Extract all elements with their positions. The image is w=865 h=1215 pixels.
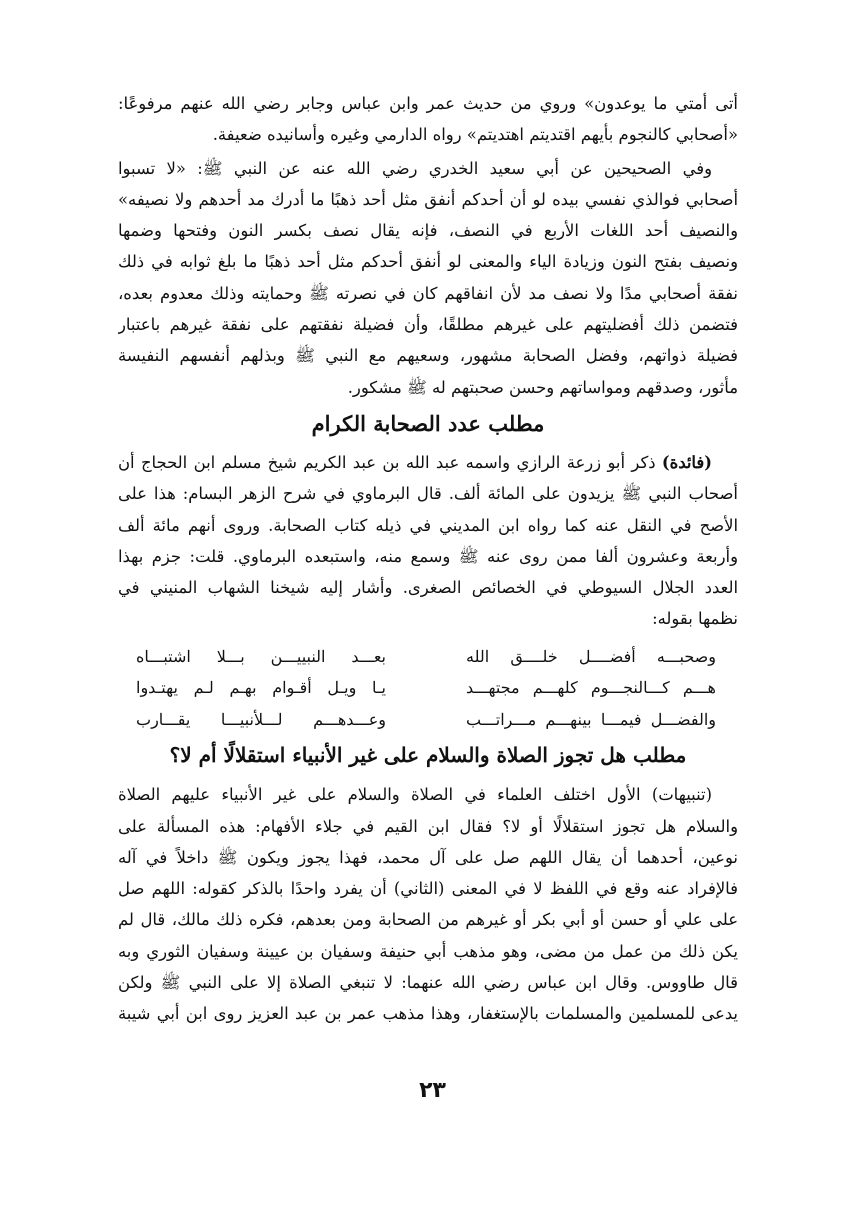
text-line [118,779,738,810]
text-fragment: الأول اختلف العلماء في الصلاة والسلام على غير الأنبياء عليهم الصلاة [118,785,652,805]
text-line: قال طاووس. وقال ابن عباس رضي الله عنهما: لا تنبغي الصلاة إلا على النبي ﷺ ولكن [118,973,738,993]
text-line [118,447,738,478]
text-line: نوعين، أحدهما أن يقال اللهم صل على آل محمد، فهذا يجوز ويكون ﷺ داخلاً في آله [118,847,738,867]
faida-label: (فائدة) [661,452,712,472]
poem-second-hemistich: بعـــد النبييـــن بـــلا اشتبـــاه [136,646,386,666]
text-line: نظمها بقوله: [652,609,738,629]
text-line: يكن ذلك من عمل من مضى، وهو مذهب أبي حنيفة وسفيان بن عيينة وسفيان الثوري وبه [118,941,738,961]
poem-first-hemistich: وصحبـــه أفضــــل خلــــق الله [466,646,716,666]
text-line: على علي أو حسن أو أبي بكر أو غيرهم من الصحابة ومن بعدهم، فكره ذلك مالك، قال لم [118,910,738,930]
text-line: مأثور، وصدقهم ومواساتهم وحسن صحبتهم له ﷺ مشكور. [347,377,738,397]
text-line: فالإفراد عنه وقع في اللفظ لا في المعنى (الثاني) أن يفرد واحدًا بالذكر كقوله: اللهم صل [118,879,738,899]
poem-first-hemistich: هـــم كـــالنجـــوم كلهـــم مجتهـــد [466,678,716,698]
paragraph-faida [118,447,738,635]
text-line: والسلام هل تجوز استقلالًا أو لا؟ فقال ابن القيم في جلاء الأفهام: هذه المسألة على [118,816,738,836]
text-line: العدد الجلال السيوطي في الخصائص الصغرى. وأشار إليه شيخنا الشهاب المنيني في [118,578,738,598]
text-line: فتضمن ذلك أفضليتهم على غيرهم مطلقًا، وأن فضيلة نفقتهم على نفقة غيرهم باعتبار [118,315,738,335]
text-line: وفي الصحيحين عن أبي سعيد الخدري رضي الله عنه عن النبي ﷺ: «لا تسبوا [118,158,712,178]
paragraph-hadith-stars [118,88,738,151]
poem-first-hemistich: والفضـــل فيمـــا بينهـــم مـــراتـــب [466,709,716,729]
text-line: ونصيف بفتح النون وزيادة الياء والمعنى لو أنفق أحدكم مثل أحد ذهبًا ما بلغ ثوابه في ذلك [118,252,738,272]
poem-verse [118,641,738,673]
page-body [118,88,738,1030]
text-line: الأصح في النقل عنه كما رواه ابن المديني في ذيله كتاب الصحابة. وروى أنهم مائة ألف [118,515,738,535]
page-number: ٢٣ [419,1078,446,1103]
text-line: أصحاب النبي ﷺ يزيدون على المائة ألف. قال البرماوي في شرح الزهر البسام: هذا على [118,484,738,504]
paragraph-sahihayn [118,153,738,403]
poem-second-hemistich: وعـــدهـــم لـــلأنبيـــا يقـــارب [136,709,386,729]
section-heading-prayer-on-non-prophets: مطلب هل تجوز الصلاة والسلام على غير الأنبياء استقلالًا أم لا؟ [169,743,687,768]
text-line: فضيلة ذواتهم، وفضل الصحابة مشهور، وسعيهم مع النبي ﷺ وبذلهم أنفسهم النفيسة [118,346,738,366]
section-heading-companions-count: مطلب عدد الصحابة الكرام [311,410,545,436]
poem-verse [118,704,738,736]
text-line: يدعى للمسلمين والمسلمات بالإستغفار، وهذا مذهب عمر بن عبد العزيز روى ابن أبي شيبة [118,1004,738,1024]
poem-second-hemistich: يـا ويـل أقـوام بهـم لـم يهتـدوا [136,678,386,698]
text-line: أصحابي فوالذي نفسي بيده لو أن أحدكم أنفق مثل أحد ذهبًا ما أدرك مد أحدهم ولا نصيفه» [118,189,738,209]
poem-verses [118,641,738,736]
tanbihat-label: (تنبيهات) [651,785,712,805]
text-line: والنصيف أحد اللغات الأربع في النصف، فإنه يقال نصف بكسر النون وفتحها وضمها [118,221,738,241]
text-line: نفقة أصحابي مدًا ولا نصف مد لأن انفاقهم كان في نصرته ﷺ وحمايته وذلك معدوم بعده، [118,283,738,303]
poem-verse [118,672,738,704]
text-line: أتى أمتي ما يوعدون» وروي من حديث عمر وابن عباس وجابر رضي الله عنهم مرفوعًا: [118,94,738,113]
paragraph-tanbihat [118,779,738,1029]
text-fragment: ذكر أبو زرعة الرازي واسمه عبد الله بن عبد الكريم شيخ مسلم ابن الحجاج أن [118,452,662,472]
text-line: «أصحابي كالنجوم بأيهم اقتديتم اهتديتم» رواه الدارمي وغيره وأسانيده ضعيفة. [212,125,738,145]
text-line: وأربعة وعشرون ألفا ممن روى عنه ﷺ وسمع منه، واستبعده البرماوي. قلت: جزم بهذا [118,546,738,566]
